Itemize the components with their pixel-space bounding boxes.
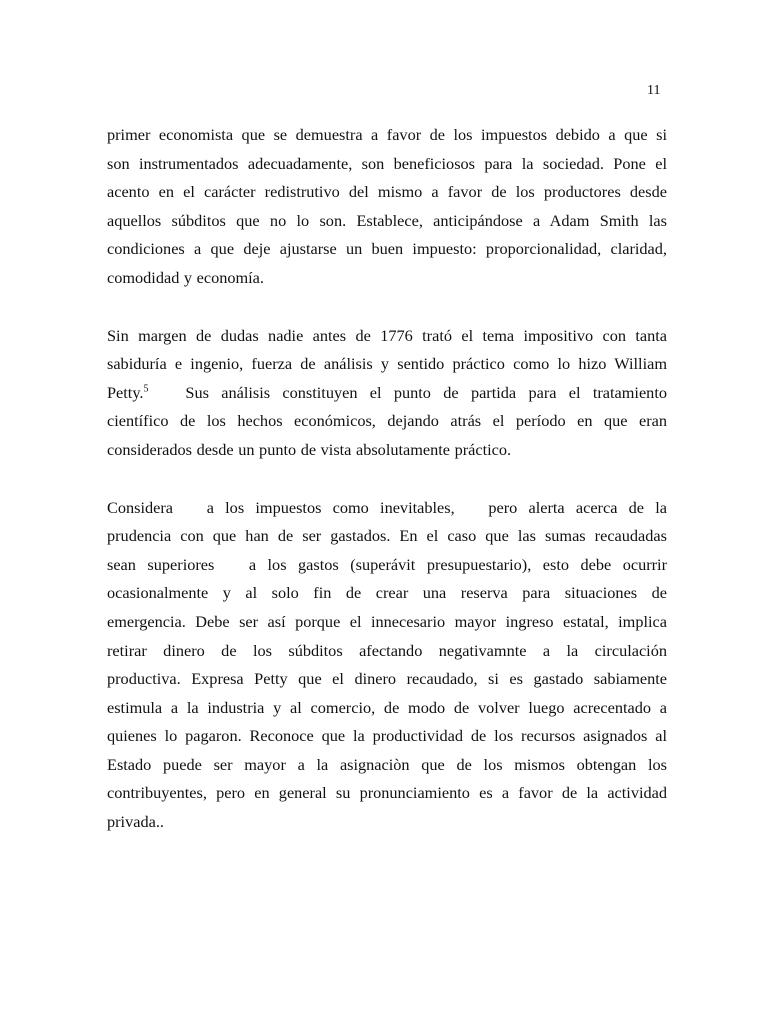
text-line: son instrumentados adecuadamente, son beneficiosos para la sociedad. Pone el <box>107 153 667 173</box>
text-line: acento en el carácter redistrutivo del mismo a favor de los productores desde <box>107 182 667 202</box>
text-line: emergencia. Debe ser así porque el innecesario mayor ingreso estatal, implica <box>107 611 667 631</box>
text-fragment: Sus análisis constituyen el punto de partida para el tratamiento <box>148 382 667 402</box>
text-line: sean superiores a los gastos (superávit presupuestario), esto debe ocurrir <box>107 554 667 574</box>
paragraph-3 <box>107 494 667 837</box>
text-line: retirar dinero de los súbditos afectando negativamnte a la circulación <box>107 640 667 660</box>
text-line: Sin margen de dudas nadie antes de 1776 trató el tema impositivo con tanta <box>107 325 667 345</box>
text-line: Considera a los impuestos como inevitables, pero alerta acerca de la <box>107 497 667 517</box>
text-line: sabiduría e ingenio, fuerza de análisis y sentido práctico como lo hizo William <box>107 354 667 374</box>
footnote-reference[interactable]: 5 <box>143 383 149 395</box>
text-line: productiva. Expresa Petty que el dinero recaudado, si es gastado sabiamente <box>107 669 667 689</box>
text-line: comodidad y economía. <box>107 267 264 287</box>
text-line: aquellos súbditos que no lo son. Establece, anticipándose a Adam Smith las <box>107 210 667 230</box>
text-line: condiciones a que deje ajustarse un buen impuesto: proporcionalidad, claridad, <box>107 239 667 259</box>
text-line: considerados desde un punto de vista absolutamente práctico. <box>107 439 512 459</box>
page-number: 11 <box>647 83 661 98</box>
text-line: estimula a la industria y al comercio, de modo de volver luego acrecentado a <box>107 697 667 717</box>
text-line: científico de los hechos económicos, dejando atrás el período en que eran <box>107 411 667 431</box>
text-line: ocasionalmente y al solo fin de crear una reserva para situaciones de <box>107 583 667 603</box>
text-line-with-footnote <box>107 379 667 408</box>
text-line: Estado puede ser mayor a la asignaciòn que de los mismos obtengan los <box>107 754 667 774</box>
text-line: privada.. <box>107 812 164 832</box>
text-line: prudencia con que han de ser gastados. En el caso que las sumas recaudadas <box>107 526 667 546</box>
paragraph-1 <box>107 121 667 293</box>
paragraph-2 <box>107 322 667 465</box>
text-fragment: Petty. <box>107 382 144 402</box>
text-line: primer economista que se demuestra a favor de los impuestos debido a que si <box>107 125 667 144</box>
text-line: contribuyentes, pero en general su pronunciamiento es a favor de la actividad <box>107 783 667 803</box>
text-line: quienes lo pagaron. Reconoce que la productividad de los recursos asignados al <box>107 726 667 746</box>
document-body <box>107 121 667 866</box>
